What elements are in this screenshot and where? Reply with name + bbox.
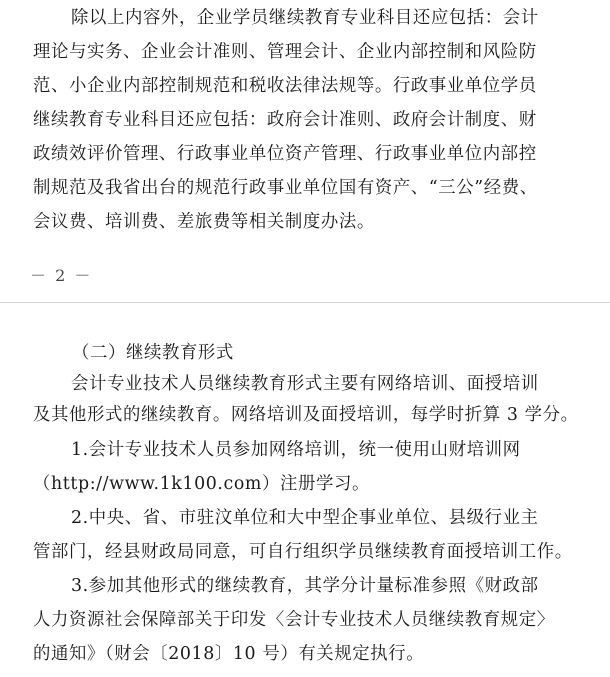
paragraph-line: 管部门，经县财政局同意，可自行组织学员继续教育面授培训工作。: [33, 542, 573, 562]
paragraph-line: 2.中央、省、市驻汶单位和大中型企事业单位、县级行业主: [71, 508, 539, 528]
section-heading: （二）继续教育形式: [72, 343, 234, 363]
paragraph-line: 人力资源社会保障部关于印发〈会计专业技术人员继续教育规定〉: [33, 610, 555, 630]
document-page-3: [0, 305, 610, 677]
page-divider: [0, 302, 610, 303]
paragraph-line: 3.参加其他形式的继续教育，其学分计量标准参照《财政部: [71, 576, 539, 596]
paragraph-line: 范、小企业内部控制规范和税收法律法规等。行政事业单位学员: [33, 76, 537, 96]
paragraph-line: 会议费、培训费、差旅费等相关制度办法。: [33, 212, 375, 232]
paragraph-line: 除以上内容外，企业学员继续教育专业科目还应包括：会计: [71, 8, 539, 28]
paragraph-line: 继续教育专业科目还应包括：政府会计准则、政府会计制度、财: [33, 110, 537, 130]
page-number: － 2 －: [30, 266, 93, 285]
paragraph-line: 的通知》（财会〔2018〕10 号）有关规定执行。: [33, 644, 425, 664]
paragraph-line: 会计专业技术人员继续教育形式主要有网络培训、面授培训: [71, 374, 539, 394]
paragraph-line: 及其他形式的继续教育。网络培训及面授培训，每学时折算 3 学分。: [33, 405, 579, 425]
paragraph-line: 1.会计专业技术人员参加网络培训，统一使用山财培训网: [71, 440, 521, 460]
paragraph-line: 制规范及我省出台的规范行政事业单位国有资产、“三公”经费、: [33, 178, 538, 198]
paragraph-line: 理论与实务、企业会计准则、管理会计、企业内部控制和风险防: [33, 42, 537, 62]
paragraph-line: （http://www.1k100.com）注册学习。: [33, 474, 370, 494]
document-page-2: [0, 0, 610, 300]
paragraph-line: 政绩效评价管理、行政事业单位资产管理、行政事业单位内部控: [33, 144, 537, 164]
